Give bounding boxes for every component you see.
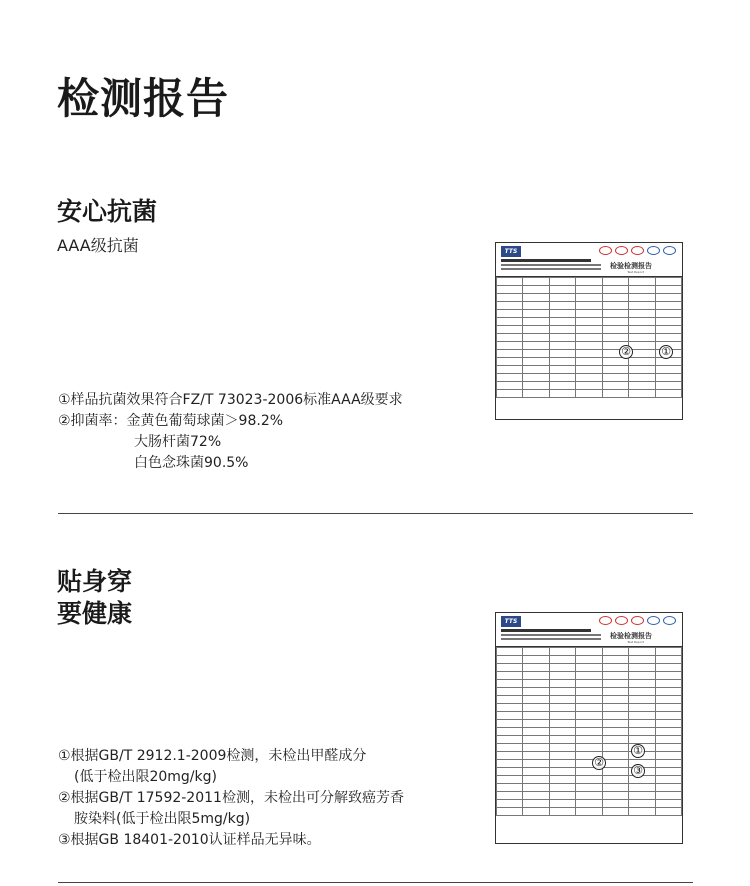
- section-heading-line2: 要健康: [57, 599, 133, 628]
- report-table: [496, 647, 682, 816]
- report-org-lines: [501, 259, 601, 272]
- note-line: 白色念珠菌90.5%: [134, 455, 249, 471]
- test-report-image: [495, 612, 683, 844]
- note-line: ②抑菌率：金黄色葡萄球菌＞98.2%: [58, 413, 284, 429]
- page-title: 检测报告: [57, 74, 230, 123]
- note-line: ①样品抗菌效果符合FZ/T 73023-2006标准AAA级要求: [58, 392, 403, 408]
- antibacterial-notes: [58, 390, 403, 474]
- report-table: [496, 277, 682, 398]
- note-line: ③根据GB 18401-2010认证样品无异味。: [58, 832, 321, 848]
- report-header: [496, 613, 682, 647]
- report-header: [496, 243, 682, 277]
- report-subtitle: Test Report: [627, 640, 644, 644]
- note-line: (低于检出限20mg/kg): [74, 769, 217, 785]
- section-divider: [58, 513, 693, 514]
- report-marker-2: ②: [592, 756, 606, 770]
- note-line: ①根据GB/T 2912.1-2009检测，未检出甲醛成分: [58, 748, 367, 764]
- report-marker-2: ②: [619, 345, 633, 359]
- report-subtitle: Test Report: [627, 270, 644, 274]
- report-logo: TTS: [501, 246, 521, 257]
- report-marker-1: ①: [631, 744, 645, 758]
- report-logo: TTS: [501, 616, 521, 627]
- section-heading-line1: 贴身穿: [57, 567, 133, 596]
- report-org-lines: [501, 629, 601, 642]
- report-title: 检验检测报告: [610, 261, 652, 270]
- health-notes: [58, 746, 404, 851]
- note-line: 胺染料(低于检出限5mg/kg): [74, 811, 251, 827]
- test-report-image: [495, 242, 683, 420]
- report-marker-3: ③: [631, 764, 645, 778]
- section-divider: [58, 882, 693, 883]
- section-subheading: AAA级抗菌: [57, 236, 139, 255]
- certification-seals: [599, 616, 676, 625]
- note-line: ②根据GB/T 17592-2011检测，未检出可分解致癌芳香: [58, 790, 404, 806]
- section-heading: 安心抗菌: [57, 197, 158, 226]
- report-title: 检验检测报告: [610, 631, 652, 640]
- note-line: 大肠杆菌72%: [134, 434, 222, 450]
- certification-seals: [599, 246, 676, 255]
- report-marker-1: ①: [659, 345, 673, 359]
